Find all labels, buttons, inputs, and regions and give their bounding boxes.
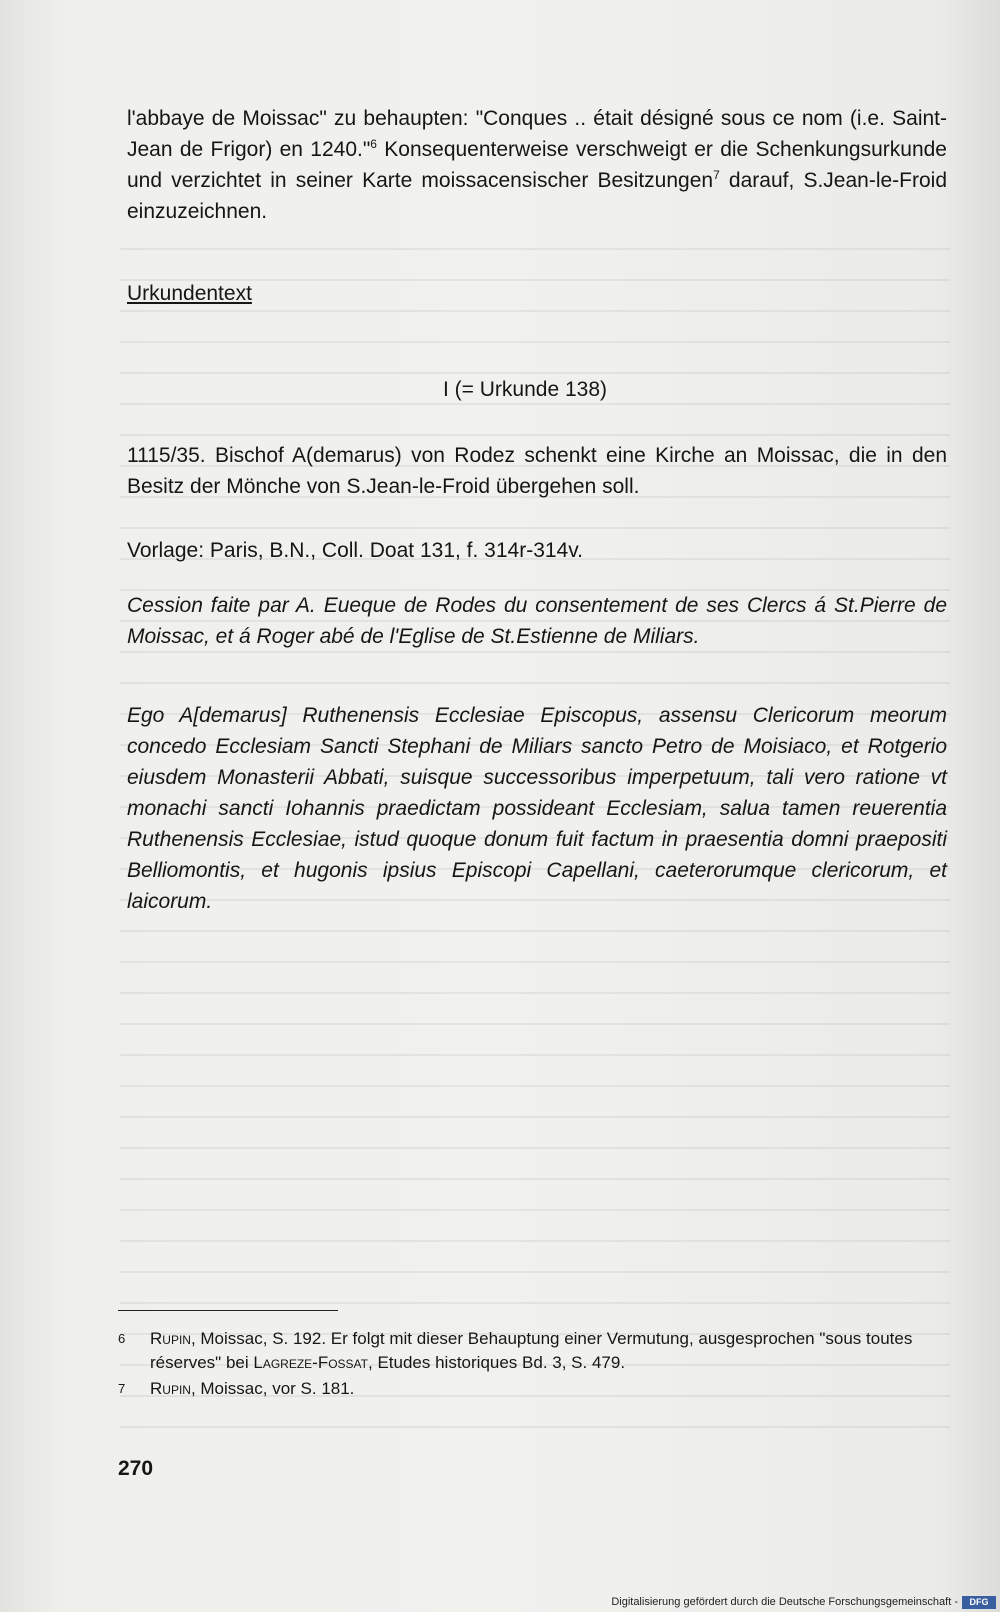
document-number-heading: I (= Urkunde 138) bbox=[442, 378, 607, 401]
cession-summary: Cession faite par A. Eueque de Rodes du consentement de ses Clercs á St.Pierre de Moissac, et á Roger abé de l'Eglise de St.Estienne de Miliars. bbox=[127, 594, 947, 648]
footnote-body bbox=[150, 1327, 948, 1375]
intro-text-3: darauf, S.Jean-le-Froid einzuzeichnen. bbox=[127, 169, 947, 223]
footnote-7 bbox=[118, 1377, 948, 1401]
intro-text-2: Konsequenterweise verschweigt er die Schenkungsurkunde und verzichtet in seiner Karte moissacensischer Besitzungen bbox=[127, 138, 947, 192]
regest-paragraph: 1115/35. Bischof A(demarus) von Rodez schenkt eine Kirche an Moissac, die in den Besitz der Mönche von S.Jean-le-Froid übergehen soll. bbox=[127, 444, 947, 498]
footnote-text: , Moissac, S. 192. Er folgt mit dieser Behauptung einer Vermutung, ausgesprochen "sous toutes réserves" bei bbox=[150, 1329, 913, 1372]
footnote-text-2: , Etudes historiques Bd. 3, S. 479. bbox=[368, 1353, 626, 1372]
footnote-ref-7[interactable]: 7 bbox=[713, 168, 720, 182]
section-heading: Urkundentext bbox=[127, 282, 252, 305]
intro-paragraph bbox=[127, 103, 947, 227]
footnote-author-2: Lagreze-Fossat bbox=[253, 1353, 368, 1372]
footnote-divider bbox=[118, 1310, 338, 1311]
intro-text-1: l'abbaye de Moissac" zu behaupten: "Conques .. était désigné sous ce nom (i.e. Saint-Jean de Frigor) en 1240." bbox=[127, 107, 947, 161]
footnote-6 bbox=[118, 1327, 948, 1375]
footnote-number: 7 bbox=[118, 1381, 126, 1396]
page-number: 270 bbox=[118, 1457, 154, 1480]
footnote-ref-6[interactable]: 6 bbox=[370, 137, 377, 151]
footnote-author: Rupin bbox=[150, 1329, 191, 1348]
latin-charter-text: Ego A[demarus] Ruthenensis Ecclesiae Episcopus, assensu Clericorum meorum concedo Ecclesiam Sancti Stephani de Miliars sancto Petro de Moisiaco, et Rotgerio eiusdem Monasterii Abbati, suisque successoribus imperpetuum, tali vero ratione vt monachi sancti Iohannis praedictam possideant Ecclesiam, salua tamen reuerentia Ruthenensis Ecclesiae, istud quoque donum fuit factum in praesentia domni praepositi Belliomontis, et hugonis ipsius Episcopi Capellani, caeterorumque clericorum, et laicorum. bbox=[127, 704, 947, 913]
dfg-logo-icon[interactable]: DFG bbox=[962, 1596, 996, 1609]
footnote-number: 6 bbox=[118, 1331, 126, 1346]
footnote-text: , Moissac, vor S. 181. bbox=[190, 1379, 355, 1398]
digitization-note: Digitalisierung gefördert durch die Deutsche Forschungsgemeinschaft - bbox=[611, 1596, 958, 1608]
source-reference: Vorlage: Paris, B.N., Coll. Doat 131, f. 314r-314v. bbox=[127, 539, 584, 562]
footnote-body bbox=[150, 1377, 948, 1401]
footnote-author: Rupin bbox=[150, 1379, 191, 1398]
